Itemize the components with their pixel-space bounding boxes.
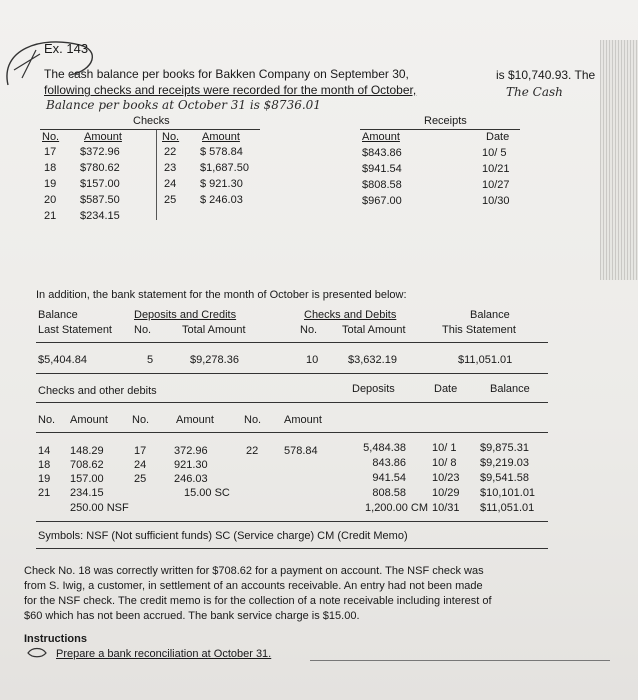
handwritten-note-left: Balance per books at October 31 is $8736.01 — [46, 98, 321, 112]
check-amount: $780.62 — [80, 162, 120, 174]
sub-amount-3: Amount — [284, 414, 322, 426]
summary-chk-no: 10 — [306, 354, 319, 366]
deposit-date: 10/31 — [432, 502, 460, 514]
bank-sc-debit: 15.00 SC — [184, 487, 230, 499]
col-no: No. — [42, 131, 60, 143]
check-amount: $587.50 — [80, 194, 120, 206]
bank-check-no: 14 — [38, 445, 51, 457]
check-amount: $ 578.84 — [200, 146, 243, 158]
bank-h-balance: Balance — [38, 309, 78, 321]
bank-symbols: Symbols: NSF (Not sufficient funds) SC (Service charge) CM (Credit Memo) — [38, 530, 408, 542]
bank-h-balance3: Balance — [490, 383, 530, 395]
deposit-amount: 843.86 — [372, 457, 406, 469]
summary-rule — [36, 373, 548, 374]
summary-chk-total: $3,632.19 — [348, 354, 397, 366]
bank-check-amount: 246.03 — [174, 473, 208, 485]
check-no: 23 — [164, 162, 177, 174]
col-amount-2: Amount — [202, 131, 240, 143]
intro-line-1: The cash balance per books for Bakken Company on September 30, — [44, 67, 409, 81]
checks-other-debits-label: Checks and other debits — [38, 385, 157, 397]
paragraph-line: for the NSF check. The credit memo is for the collection of a note receivable including interest of — [24, 595, 492, 607]
bank-header-rule — [36, 342, 548, 343]
sub-header-rule — [36, 432, 548, 433]
page-edge-texture — [600, 40, 638, 280]
deposit-balance: $9,541.58 — [480, 472, 529, 484]
check-no: 19 — [44, 178, 57, 190]
bank-h-balance2: Balance — [470, 309, 510, 321]
deposit-date: 10/ 1 — [432, 442, 457, 454]
sub-no-3: No. — [244, 414, 262, 426]
bank-h-dep-total: Total Amount — [182, 324, 246, 336]
bank-h-dep-no: No. — [134, 324, 152, 336]
receipt-amount: $843.86 — [362, 147, 402, 159]
bank-check-amount: 157.00 — [70, 473, 104, 485]
instructions-item: Prepare a bank reconciliation at October 31. — [56, 648, 272, 660]
exercise-title: Ex. 143 — [44, 41, 89, 56]
bank-h-last-statement: Last Statement — [38, 324, 112, 336]
bank-check-no: 21 — [38, 487, 51, 499]
sub-amount-1: Amount — [70, 414, 108, 426]
check-no: 18 — [44, 162, 57, 174]
handwritten-note-right: The Cash — [506, 85, 563, 99]
deposit-amount: 808.58 — [372, 487, 406, 499]
sub-amount-2: Amount — [176, 414, 214, 426]
col-no-2: No. — [162, 131, 180, 143]
check-no: 21 — [44, 210, 57, 222]
check-amount: $1,687.50 — [200, 162, 249, 174]
bank-nsf-debit: 250.00 NSF — [70, 502, 129, 514]
checks-underline — [40, 129, 260, 130]
check-no: 24 — [164, 178, 177, 190]
receipt-date: 10/30 — [482, 195, 510, 207]
col-receipt-amount: Amount — [362, 131, 400, 143]
check-amount: $ 921.30 — [200, 178, 243, 190]
receipt-amount: $967.00 — [362, 195, 402, 207]
deposit-balance: $10,101.01 — [480, 487, 536, 499]
summary-this-balance: $11,051.01 — [458, 354, 513, 366]
deposit-date: 10/29 — [432, 487, 460, 499]
bank-check-no: 22 — [246, 445, 259, 457]
deposit-date: 10/ 8 — [432, 457, 457, 469]
bank-h-this-statement: This Statement — [442, 324, 516, 336]
receipt-amount: $941.54 — [362, 163, 402, 175]
check-amount: $157.00 — [80, 178, 120, 190]
bank-intro: In addition, the bank statement for the month of October is presented below: — [36, 289, 407, 301]
pencil-line — [310, 660, 610, 661]
hand-circle-icon — [0, 30, 110, 90]
deposit-balance: $9,219.03 — [480, 457, 529, 469]
paragraph-line: from S. Iwig, a customer, in settlement of an accounts receivable. An entry had not been made — [24, 580, 483, 592]
bank-h-chk-no: No. — [300, 324, 318, 336]
intro-line-2: following checks and receipts were recorded for the month of October, — [44, 83, 417, 97]
deposit-balance: $11,051.01 — [480, 502, 535, 514]
checks-header: Checks — [133, 115, 170, 127]
bank-h-deposits: Deposits — [352, 383, 395, 395]
pen-mark-icon — [26, 646, 48, 660]
paragraph-line: Check No. 18 was correctly written for $708.62 for a payment on account. The NSF check was — [24, 565, 484, 577]
paragraph-line: $60 which has not been accrued. The bank service charge is $15.00. — [24, 610, 360, 622]
summary-last-balance: $5,404.84 — [38, 354, 87, 366]
sub-no-2: No. — [132, 414, 150, 426]
bank-h-deposits-credits: Deposits and Credits — [134, 309, 237, 321]
intro-line-1-right: is $10,740.93. The — [496, 68, 596, 82]
check-no: 22 — [164, 146, 177, 158]
bank-h-date: Date — [434, 383, 458, 395]
bank-check-amount: 921.30 — [174, 459, 208, 471]
bank-check-no: 18 — [38, 459, 51, 471]
deposit-amount: 5,484.38 — [363, 442, 406, 454]
bank-check-amount: 372.96 — [174, 445, 208, 457]
col-date: Date — [486, 131, 510, 143]
check-amount: $ 246.03 — [200, 194, 243, 206]
bank-check-amount: 578.84 — [284, 445, 318, 457]
check-amount: $372.96 — [80, 146, 120, 158]
bank-symbols-rule — [36, 548, 548, 549]
deposit-balance: $9,875.31 — [480, 442, 529, 454]
bank-check-no: 19 — [38, 473, 51, 485]
receipt-amount: $808.58 — [362, 179, 402, 191]
bank-check-no: 25 — [134, 473, 147, 485]
checks-header-rule — [36, 402, 548, 403]
bank-check-no: 17 — [134, 445, 147, 457]
check-amount: $234.15 — [80, 210, 120, 222]
receipts-header: Receipts — [424, 115, 467, 127]
receipt-date: 10/21 — [482, 163, 510, 175]
receipt-date: 10/ 5 — [482, 147, 507, 159]
check-no: 20 — [44, 194, 57, 206]
bank-check-no: 24 — [134, 459, 147, 471]
instructions-heading: Instructions — [24, 633, 87, 645]
col-amount: Amount — [84, 131, 122, 143]
bank-bottom-rule — [36, 521, 548, 522]
summary-dep-no: 5 — [147, 354, 154, 366]
bank-h-checks-debits: Checks and Debits — [304, 309, 397, 321]
deposit-date: 10/23 — [432, 472, 460, 484]
bank-check-amount: 234.15 — [70, 487, 104, 499]
books-column-divider — [156, 130, 157, 220]
receipt-date: 10/27 — [482, 179, 510, 191]
deposit-amount: 941.54 — [372, 472, 406, 484]
bank-check-amount: 708.62 — [70, 459, 104, 471]
summary-dep-total: $9,278.36 — [190, 354, 239, 366]
deposit-amount: 1,200.00 CM — [365, 502, 428, 514]
receipts-underline — [360, 129, 520, 130]
check-no: 25 — [164, 194, 177, 206]
sub-no-1: No. — [38, 414, 56, 426]
bank-h-chk-total: Total Amount — [342, 324, 406, 336]
bank-check-amount: 148.29 — [70, 445, 104, 457]
check-no: 17 — [44, 146, 57, 158]
